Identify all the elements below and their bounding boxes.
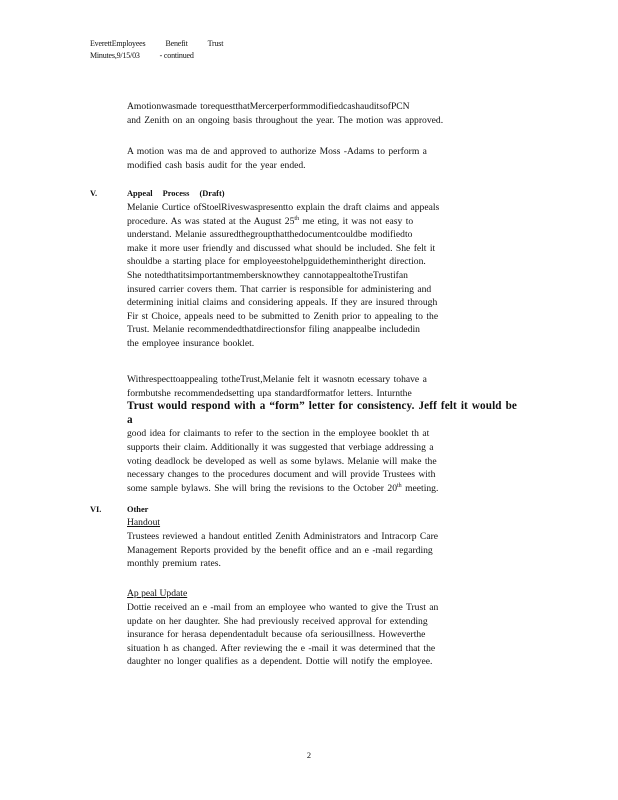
paragraph-motion-moss-adams: A motion was ma de and approved to authorize Moss -Adams to perform a modified cash basis audit for the year ended. bbox=[127, 146, 427, 171]
paragraph-appealing-to-trust: Withrespecttoappealing totheTrust,Melanie felt it wasnotn ecessary tohave a formbutshe recommendedsetting upa standardformatfor letters. Inturnthe Trust would respond with a “form” letter for consistency. Jeff felt it would be a good idea for claimants to refer to the section in the employee booklet th at supports their claim. Additionally it was suggested that verbiage addressing a voting deadlock be developed as well as some bylaws. Melanie will make the necessary changes to the procedures document and will provide Trustees with some sample bylaws. She will bring the revisions to the October 20th meeting. bbox=[127, 374, 517, 494]
header-org: EverettEmployees bbox=[90, 39, 146, 48]
section-number-6: VI. bbox=[90, 505, 102, 514]
paragraph-motion-mercer: Amotionwasmade torequestthatMercerperformmodifiedcashauditsofPCN and Zenith on an ongoing basis throughout the year. The motion was approved. bbox=[127, 101, 444, 126]
section-heading-other: Other bbox=[127, 505, 149, 514]
section-number-5: V. bbox=[90, 189, 98, 198]
paragraph-appeal-update: Dottie received an e -mail from an employee who wanted to give the Trust an update on her daughter. She had previously received approval for extending insurance for herasa dependentadult because ofa seriousillness. Howeverthe situation h as changed. After reviewing the e -mail it was determined that the daughter no longer qualifies as a dependent. Dottie will notify the employee. bbox=[127, 602, 439, 668]
header-line-1 bbox=[90, 38, 223, 49]
header-benefit: Benefit bbox=[165, 39, 188, 48]
header-line-2 bbox=[90, 50, 194, 61]
section-heading-appeal-process: Appeal Process (Draft) bbox=[127, 189, 225, 198]
header-continued: - continued bbox=[159, 51, 194, 60]
header-minutes: Minutes,9/15/03 bbox=[90, 51, 140, 60]
subheading-appeal-update: Ap peal Update bbox=[127, 588, 188, 599]
subheading-handout: Handout bbox=[127, 517, 161, 528]
header-trust: Trust bbox=[207, 39, 224, 48]
page-number: 2 bbox=[306, 751, 312, 760]
paragraph-appeal-procedure: Melanie Curtice ofStoelRiveswaspresentto explain the draft claims and appeals procedure. As was stated at the August 25th me eting, it was not easy to understand. Melanie assuredthegroupthatthedocumentcouldbe modifiedto make it more user friendly and discussed what should be included. She felt it shouldbe a starting place for employeestohelpguidethemintheright direction. She notedthatitsimportantmembersknowthey cannotappealtotheTrustifan insured carrier covers them. That carrier is responsible for administering and determining initial claims and considering appeals. If they are insured through Fir st Choice, appeals need to be submitted to Zenith prior to appealing to the Trust. Melanie recommendedthatdirectionsfor filing anappealbe includedin the employee insurance booklet. bbox=[127, 202, 440, 349]
paragraph-handout: Trustees reviewed a handout entitled Zenith Administrators and Intracorp Care Management Reports provided by the benefit office and an e -mail regarding monthly premium rates. bbox=[127, 531, 439, 570]
